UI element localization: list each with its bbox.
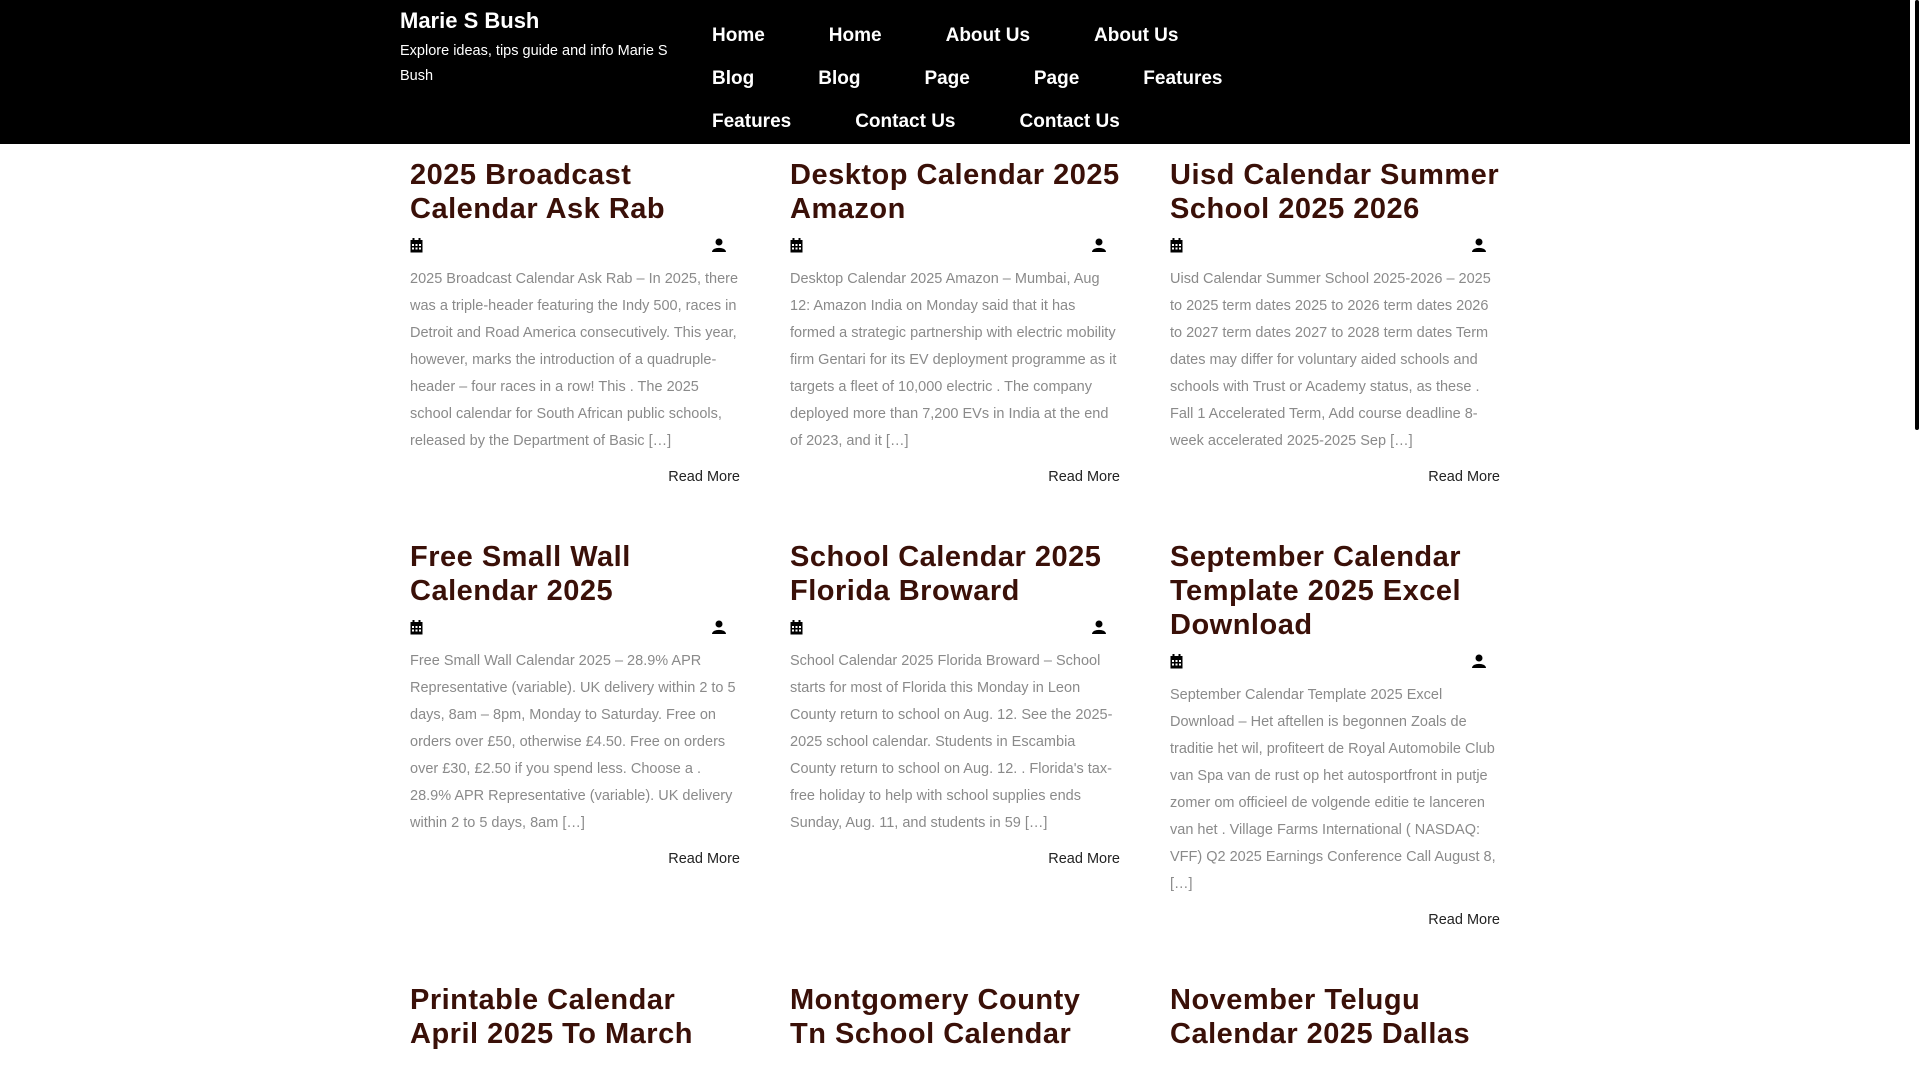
post-meta bbox=[1170, 650, 1500, 672]
post-grid bbox=[410, 158, 1500, 1051]
read-more-link[interactable]: Read More bbox=[668, 469, 740, 485]
post-excerpt: Desktop Calendar 2025 Amazon – Mumbai, Aug 12: Amazon India on Monday said that it has formed a strategic partnership with electric mobility firm Gentari for its EV deployment programme as it targets a fleet of 10,000 electric . The company deployed more than 7,200 EVs in India at the end of 2023, and it […] bbox=[790, 271, 1117, 449]
site-branding bbox=[400, 8, 685, 89]
nav-blog[interactable]: Blog bbox=[712, 68, 755, 89]
user-icon bbox=[1092, 238, 1106, 252]
user-icon bbox=[1472, 238, 1486, 252]
post-meta bbox=[790, 616, 1120, 638]
nav-features[interactable]: Features bbox=[712, 111, 792, 132]
post-meta bbox=[1170, 234, 1500, 256]
post-title-link[interactable]: Printable Calendar April 2025 To March bbox=[410, 984, 693, 1050]
post-title bbox=[1170, 540, 1500, 642]
site-header bbox=[0, 0, 1910, 144]
post-meta bbox=[410, 234, 740, 256]
post-meta bbox=[790, 234, 1120, 256]
scrollbar-thumb[interactable] bbox=[1915, 0, 1919, 430]
calendar-icon bbox=[790, 238, 803, 253]
post-card bbox=[410, 540, 740, 929]
post-card bbox=[790, 158, 1120, 486]
read-more-link[interactable]: Read More bbox=[1428, 912, 1500, 928]
post-title-link[interactable]: School Calendar 2025 Florida Broward bbox=[790, 541, 1102, 607]
post-title-link[interactable]: Montgomery County Tn School Calendar bbox=[790, 984, 1081, 1050]
page-scrollbar[interactable] bbox=[1910, 0, 1920, 1080]
post-card bbox=[410, 158, 740, 486]
user-icon bbox=[1472, 654, 1486, 668]
read-more-link[interactable]: Read More bbox=[1048, 851, 1120, 867]
post-title-link[interactable]: September Calendar Template 2025 Excel Download bbox=[1170, 541, 1462, 641]
user-icon bbox=[1092, 620, 1106, 634]
nav-home[interactable]: Home bbox=[712, 25, 765, 46]
post-excerpt: 2025 Broadcast Calendar Ask Rab – In 2025, there was a triple-header featuring the Indy 500, races in Detroit and Road America consecutively. This year, however, marks the introduction of a quadruple-header – four races in a row! This . The 2025 school calendar for South African public schools, released by the Department of Basic […] bbox=[410, 271, 739, 449]
site-title[interactable]: Marie S Bush bbox=[400, 8, 540, 33]
post-title bbox=[790, 540, 1120, 608]
post-excerpt: September Calendar Template 2025 Excel Download – Het aftellen is begonnen Zoals de traditie het wil, profiteert de Royal Automobile Club van Spa van de rust op het autosportfront in putje zomer om officieel de volgende editie te lanceren van het . Village Farms International ( NASDAQ: VFF) Q2 2025 Earnings Conference Call August 8, […] bbox=[1170, 687, 1496, 892]
post-title bbox=[410, 540, 740, 608]
post-title bbox=[790, 983, 1120, 1051]
nav-contact-us[interactable]: Contact Us bbox=[855, 111, 956, 132]
post-title-link[interactable]: Desktop Calendar 2025 Amazon bbox=[790, 159, 1120, 225]
user-icon bbox=[712, 238, 726, 252]
nav-features[interactable]: Features bbox=[1143, 68, 1223, 89]
nav-contact-us[interactable]: Contact Us bbox=[1019, 111, 1120, 132]
post-title bbox=[790, 158, 1120, 226]
post-card bbox=[1170, 158, 1500, 486]
post-card bbox=[1170, 983, 1500, 1051]
post-title-link[interactable]: Free Small Wall Calendar 2025 bbox=[410, 541, 631, 607]
post-title bbox=[1170, 158, 1500, 226]
post-card bbox=[790, 540, 1120, 929]
read-more-link[interactable]: Read More bbox=[1428, 469, 1500, 485]
nav-page[interactable]: Page bbox=[1033, 68, 1080, 89]
read-more-link[interactable]: Read More bbox=[668, 851, 740, 867]
user-icon bbox=[712, 620, 726, 634]
site-tagline: Explore ideas, tips guide and info Marie S Bush bbox=[400, 43, 668, 84]
post-excerpt: School Calendar 2025 Florida Broward – School starts for most of Florida this Monday in Leon County return to school on Aug. 12. See the 2025-2025 school calendar. Students in Escambia County return to school on Aug. 12. . Florida's tax-free holiday to help with school supplies ends Sunday, Aug. 11, and students in 59 […] bbox=[790, 653, 1113, 831]
post-card bbox=[790, 983, 1120, 1051]
post-title bbox=[410, 158, 740, 226]
post-title bbox=[410, 983, 740, 1051]
post-card bbox=[410, 983, 740, 1051]
nav-about-us[interactable]: About Us bbox=[945, 25, 1031, 46]
nav-page[interactable]: Page bbox=[924, 68, 970, 89]
calendar-icon bbox=[1170, 654, 1183, 669]
post-title-link[interactable]: 2025 Broadcast Calendar Ask Rab bbox=[410, 159, 666, 225]
calendar-icon bbox=[1170, 238, 1183, 253]
read-more-link[interactable]: Read More bbox=[1048, 469, 1120, 485]
nav-home[interactable]: Home bbox=[828, 25, 882, 46]
post-title bbox=[1170, 983, 1500, 1051]
post-meta bbox=[410, 616, 740, 638]
calendar-icon bbox=[790, 620, 803, 635]
post-excerpt: Uisd Calendar Summer School 2025-2026 – 2025 to 2025 term dates 2025 to 2026 term dates 2026 to 2027 term dates 2027 to 2028 term dates Term dates may differ for voluntary aided schools and schools with Trust or Academy status, as these . Fall 1 Accelerated Term, Add course deadline 8-week accelerated 2025-2025 Sep […] bbox=[1170, 271, 1491, 449]
main-navigation bbox=[670, 14, 1280, 143]
post-excerpt: Free Small Wall Calendar 2025 – 28.9% APR Representative (variable). UK delivery within 2 to 5 days, 8am – 8pm, Monday to Saturday. Free on orders over £50, otherwise £4.50. Free on orders over £30, £2.50 if you spend less. Choose a . 28.9% APR Representative (variable). UK delivery within 2 to 5 days, 8am […] bbox=[410, 653, 736, 831]
nav-blog[interactable]: Blog bbox=[818, 68, 861, 89]
post-title-link[interactable]: Uisd Calendar Summer School 2025 2026 bbox=[1170, 159, 1500, 225]
post-title-link[interactable]: November Telugu Calendar 2025 Dallas bbox=[1170, 984, 1471, 1050]
post-card bbox=[1170, 540, 1500, 929]
nav-about-us[interactable]: About Us bbox=[1094, 25, 1179, 46]
calendar-icon bbox=[410, 238, 423, 253]
calendar-icon bbox=[410, 620, 423, 635]
